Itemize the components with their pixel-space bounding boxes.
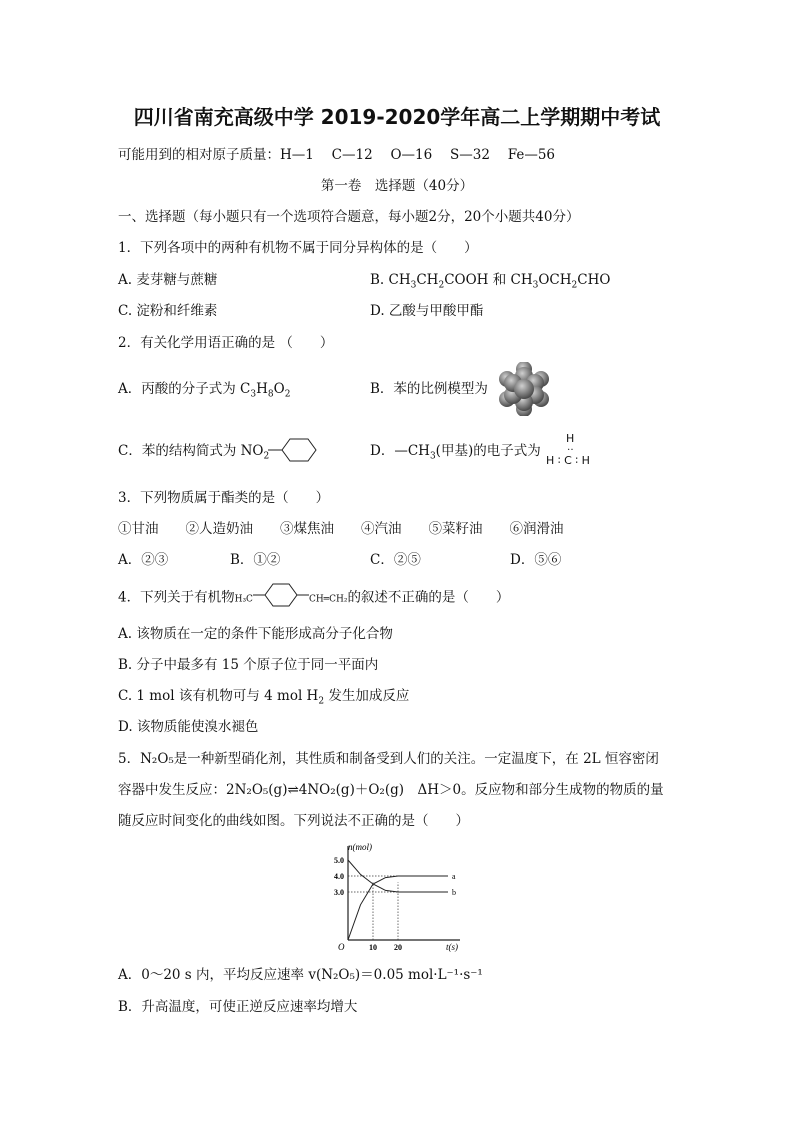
- page-title: 四川省南充高级中学 2019-2020学年高二上学期期中考试: [133, 105, 661, 129]
- q4-option-d: D. 该物质能使溴水褪色: [118, 719, 259, 735]
- q1-option-c: C. 淀粉和纤维素: [118, 303, 218, 319]
- chart-xlabel: t(s): [446, 942, 458, 952]
- q5-option-a: A．0～20 s 内，平均反应速率 v(N₂O₅)＝0.05 mol·L⁻¹·s⁻¹: [118, 967, 483, 983]
- chart-origin-label: O: [338, 942, 345, 952]
- q2-option-b: B．苯的比例模型为: [370, 381, 488, 397]
- mole-time-chart: [318, 838, 468, 958]
- chart-x-tick-label: 20: [394, 943, 402, 952]
- q2-option-a: A．丙酸的分子式为 $C_3H_8O_2$: [118, 381, 291, 400]
- q4-option-c: C. 1 mol 该有机物可与 4 mol $H_2$ 发生加成反应: [118, 688, 410, 707]
- chart-series-label-b: b: [452, 888, 456, 897]
- q1-option-a: A. 麦芽糖与蔗糖: [118, 272, 218, 288]
- q3-option-c: C．②⑤: [370, 552, 421, 568]
- q3-option-d: D．⑤⑥: [510, 552, 562, 568]
- q1-option-d: D. 乙酸与甲酸甲酯: [370, 303, 484, 319]
- chart-x-tick-label: 10: [369, 943, 377, 952]
- section-heading: 一、选择题（每小题只有一个选项符合题意，每小题2分，20个小题共40分）: [118, 209, 580, 225]
- volume-heading: 第一卷 选择题（40分）: [320, 178, 474, 194]
- chart-y-tick-label: 3.0: [334, 888, 344, 897]
- atomic-masses: 可能用到的相对原子质量：H—1 C—12 O—16 S—32 Fe—56: [118, 147, 556, 163]
- q4-option-b: B. 分子中最多有 15 个原子位于同一平面内: [118, 657, 379, 673]
- benzene-ring-structure: [268, 436, 324, 464]
- q5-line2: 容器中发生反应：2N₂O₅(g)⇌4NO₂(g)＋O₂(g) ΔH＞0。反应物和部分生成物的物质的量: [118, 782, 664, 798]
- q3-option-b: B．①②: [230, 552, 281, 568]
- q4-benzene-ring: [253, 581, 309, 609]
- q4-mol-right: CH═CH₂: [308, 594, 348, 605]
- chart-series-label-a: a: [452, 872, 456, 881]
- q4-option-a: A. 该物质在一定的条件下能形成高分子化合物: [118, 626, 393, 642]
- q5-line1: 5．N₂O₅是一种新型硝化剂，其性质和制备受到人们的关注。一定温度下，在 2L 恒容密闭: [118, 751, 659, 767]
- q5-line3: 随反应时间变化的曲线如图。下列说法不正确的是（ ）: [118, 813, 469, 829]
- q2-option-d: D．$—CH_3$(甲基)的电子式为: [370, 443, 541, 462]
- chart-y-tick-label: 4.0: [334, 872, 344, 881]
- electron-formula-row: H ∶ C ∶ H: [546, 454, 590, 467]
- q4-mol-left: H₃C: [234, 594, 253, 605]
- q5-option-b: B．升高温度，可使正逆反应速率均增大: [118, 999, 358, 1015]
- q4-stem: 4．下列关于有机物H₃C CH═CH₂的叙述不正确的是（ ）: [118, 587, 509, 609]
- q3-option-a: A．②③: [118, 552, 169, 568]
- q3-items: ①甘油 ②人造奶油 ③煤焦油 ④汽油 ⑤菜籽油 ⑥润滑油: [118, 521, 564, 537]
- electron-formula-dots: ‥: [567, 442, 574, 453]
- benzene-spacefill-model: [497, 362, 551, 416]
- electron-formula-h-top: H: [566, 432, 575, 445]
- q2-option-c: C．苯的结构简式为 $NO_2$: [118, 443, 270, 462]
- chart-y-tick-label: 5.0: [334, 856, 344, 865]
- q1-stem: 1．下列各项中的两种有机物不属于同分异构体的是（ ）: [118, 240, 478, 256]
- q1-option-b: B. $CH_3CH_2COOH$ 和 $CH_3OCH_2CHO$: [370, 272, 611, 291]
- q3-stem: 3．下列物质属于酯类的是（ ）: [118, 490, 330, 506]
- q2-stem: 2．有关化学用语正确的是 （ ）: [118, 335, 334, 351]
- chart-ylabel: n(mol): [348, 842, 372, 852]
